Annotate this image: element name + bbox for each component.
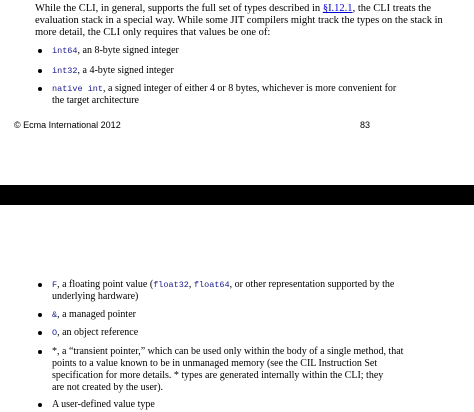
type-code: int64 xyxy=(52,46,78,56)
type-code: native int xyxy=(52,84,104,94)
type-code: * xyxy=(52,346,57,357)
bullet-icon xyxy=(38,313,42,317)
type-description: , or other representation supported by the xyxy=(229,279,395,290)
type-code: int32 xyxy=(52,66,78,76)
separator-text: , xyxy=(188,279,194,290)
bullet-icon xyxy=(38,350,42,354)
type-description-cont: underlying hardware) xyxy=(52,291,139,302)
bullet-icon xyxy=(38,331,42,335)
type-code: & xyxy=(52,310,58,320)
bullet-icon xyxy=(38,49,42,53)
footer-page-number: 83 xyxy=(360,120,371,130)
type-code: float32 xyxy=(153,280,189,290)
type-description: A user-defined value type xyxy=(52,399,155,410)
page-separator xyxy=(0,185,474,205)
type-description-cont: the target architecture xyxy=(52,95,139,106)
type-code: float64 xyxy=(193,280,230,290)
section-link[interactable]: §I.12.1 xyxy=(322,3,353,14)
type-description: , an 8-byte signed integer xyxy=(77,45,179,56)
bullet-icon xyxy=(38,87,42,91)
type-description: , a managed pointer xyxy=(57,309,136,320)
paragraph-text-2: , the CLI treats the evaluation stack in a special way. While some JIT compilers might track the types on the stack in more detail, the CLI only requires that values be one of: xyxy=(35,3,443,38)
type-description-cont: specification for more details. * types are generated internally within the CLI; they xyxy=(52,370,384,381)
type-description: , a “transient pointer,” which can be used only within the body of a single method, that xyxy=(57,346,404,357)
intro-paragraph xyxy=(35,3,463,39)
bullet-icon xyxy=(38,69,42,73)
type-code: F xyxy=(52,280,58,290)
type-description: , a 4-byte signed integer xyxy=(77,65,174,76)
type-description: , a floating point value ( xyxy=(57,279,154,290)
type-description: , an object reference xyxy=(57,327,139,338)
bullet-icon xyxy=(38,403,42,407)
paragraph-text-1: While the CLI, in general, supports the full set of types described in xyxy=(35,3,323,14)
footer-copyright: © Ecma International 2012 xyxy=(14,120,121,130)
type-description: , a signed integer of either 4 or 8 bytes, whichever is more convenient for xyxy=(103,83,397,94)
type-code: O xyxy=(52,328,58,338)
type-description-cont: points to a value known to be in unmanaged memory (see the CIL Instruction Set xyxy=(52,358,378,369)
bullet-icon xyxy=(38,283,42,287)
type-description-cont: are not created by the user). xyxy=(52,382,164,393)
